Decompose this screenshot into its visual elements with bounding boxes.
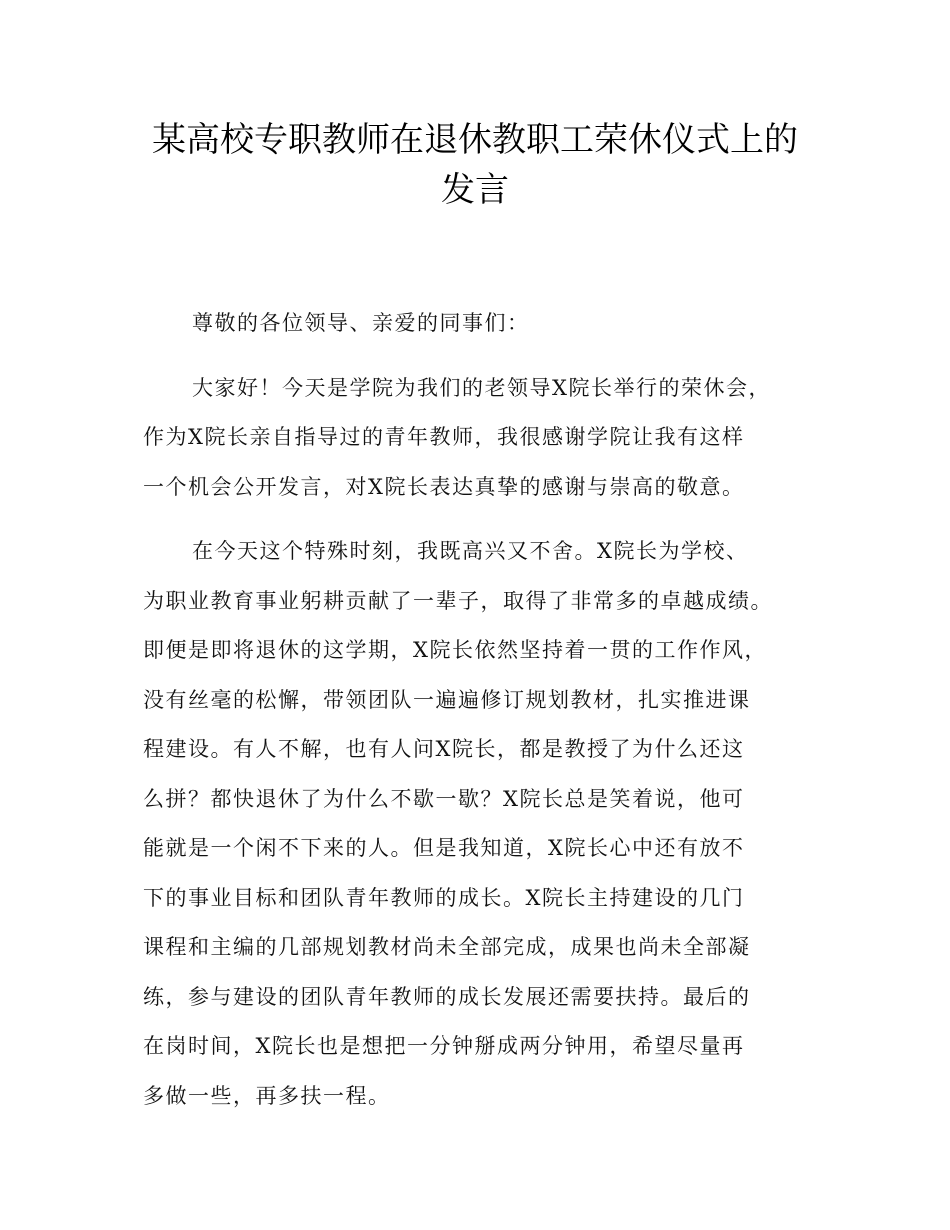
title-line-1: 某高校专职教师在退休教职工荣休仪式上的 <box>152 120 798 160</box>
paragraph-line: 多做一些，再多扶一程。 <box>143 1083 391 1108</box>
document-title <box>0 115 950 215</box>
paragraph-line: 大家好！今天是学院为我们的老领导X院长举行的荣休会， <box>192 375 771 400</box>
paragraph-line: 一个机会公开发言，对X院长表达真挚的感谢与崇高的敬意。 <box>143 474 745 499</box>
paragraph-line: 为职业教育事业躬耕贡献了一辈子，取得了非常多的卓越成绩。 <box>143 588 773 613</box>
paragraph-line: 即便是即将退休的这学期，X院长依然坚持着一贯的工作作风， <box>143 638 767 662</box>
paragraph <box>143 364 823 513</box>
paragraph-line: 练，参与建设的团队青年教师的成长发展还需要扶持。最后的 <box>143 984 751 1009</box>
paragraph-line: 么拼？都快退休了为什么不歇一歇？X院长总是笑着说，他可 <box>143 786 745 811</box>
paragraph <box>143 299 823 349</box>
document-body <box>143 299 823 1136</box>
title-line-2: 发言 <box>441 170 509 210</box>
paragraph-line: 作为X院长亲自指导过的青年教师，我很感谢学院让我有这样 <box>143 425 745 449</box>
paragraph-line: 在岗时间，X院长也是想把一分钟掰成两分钟用，希望尽量再 <box>143 1034 745 1058</box>
paragraph-line: 程建设。有人不解，也有人问X院长，都是教授了为什么还这 <box>143 737 745 761</box>
paragraph-line: 下的事业目标和团队青年教师的成长。X院长主持建设的几门 <box>143 885 745 910</box>
paragraph-line: 在今天这个特殊时刻，我既高兴又不舍。X院长为学校、 <box>192 539 749 563</box>
paragraph-line: 能就是一个闲不下来的人。但是我知道，X院长心中还有放不 <box>143 836 745 860</box>
paragraph <box>143 527 823 1121</box>
paragraph-line: 尊敬的各位领导、亲爱的同事们： <box>192 311 530 335</box>
paragraph-line: 课程和主编的几部规划教材尚未全部完成，成果也尚未全部凝 <box>143 935 751 959</box>
paragraph-line: 没有丝毫的松懈，带领团队一遍遍修订规划教材，扎实推进课 <box>143 687 751 712</box>
